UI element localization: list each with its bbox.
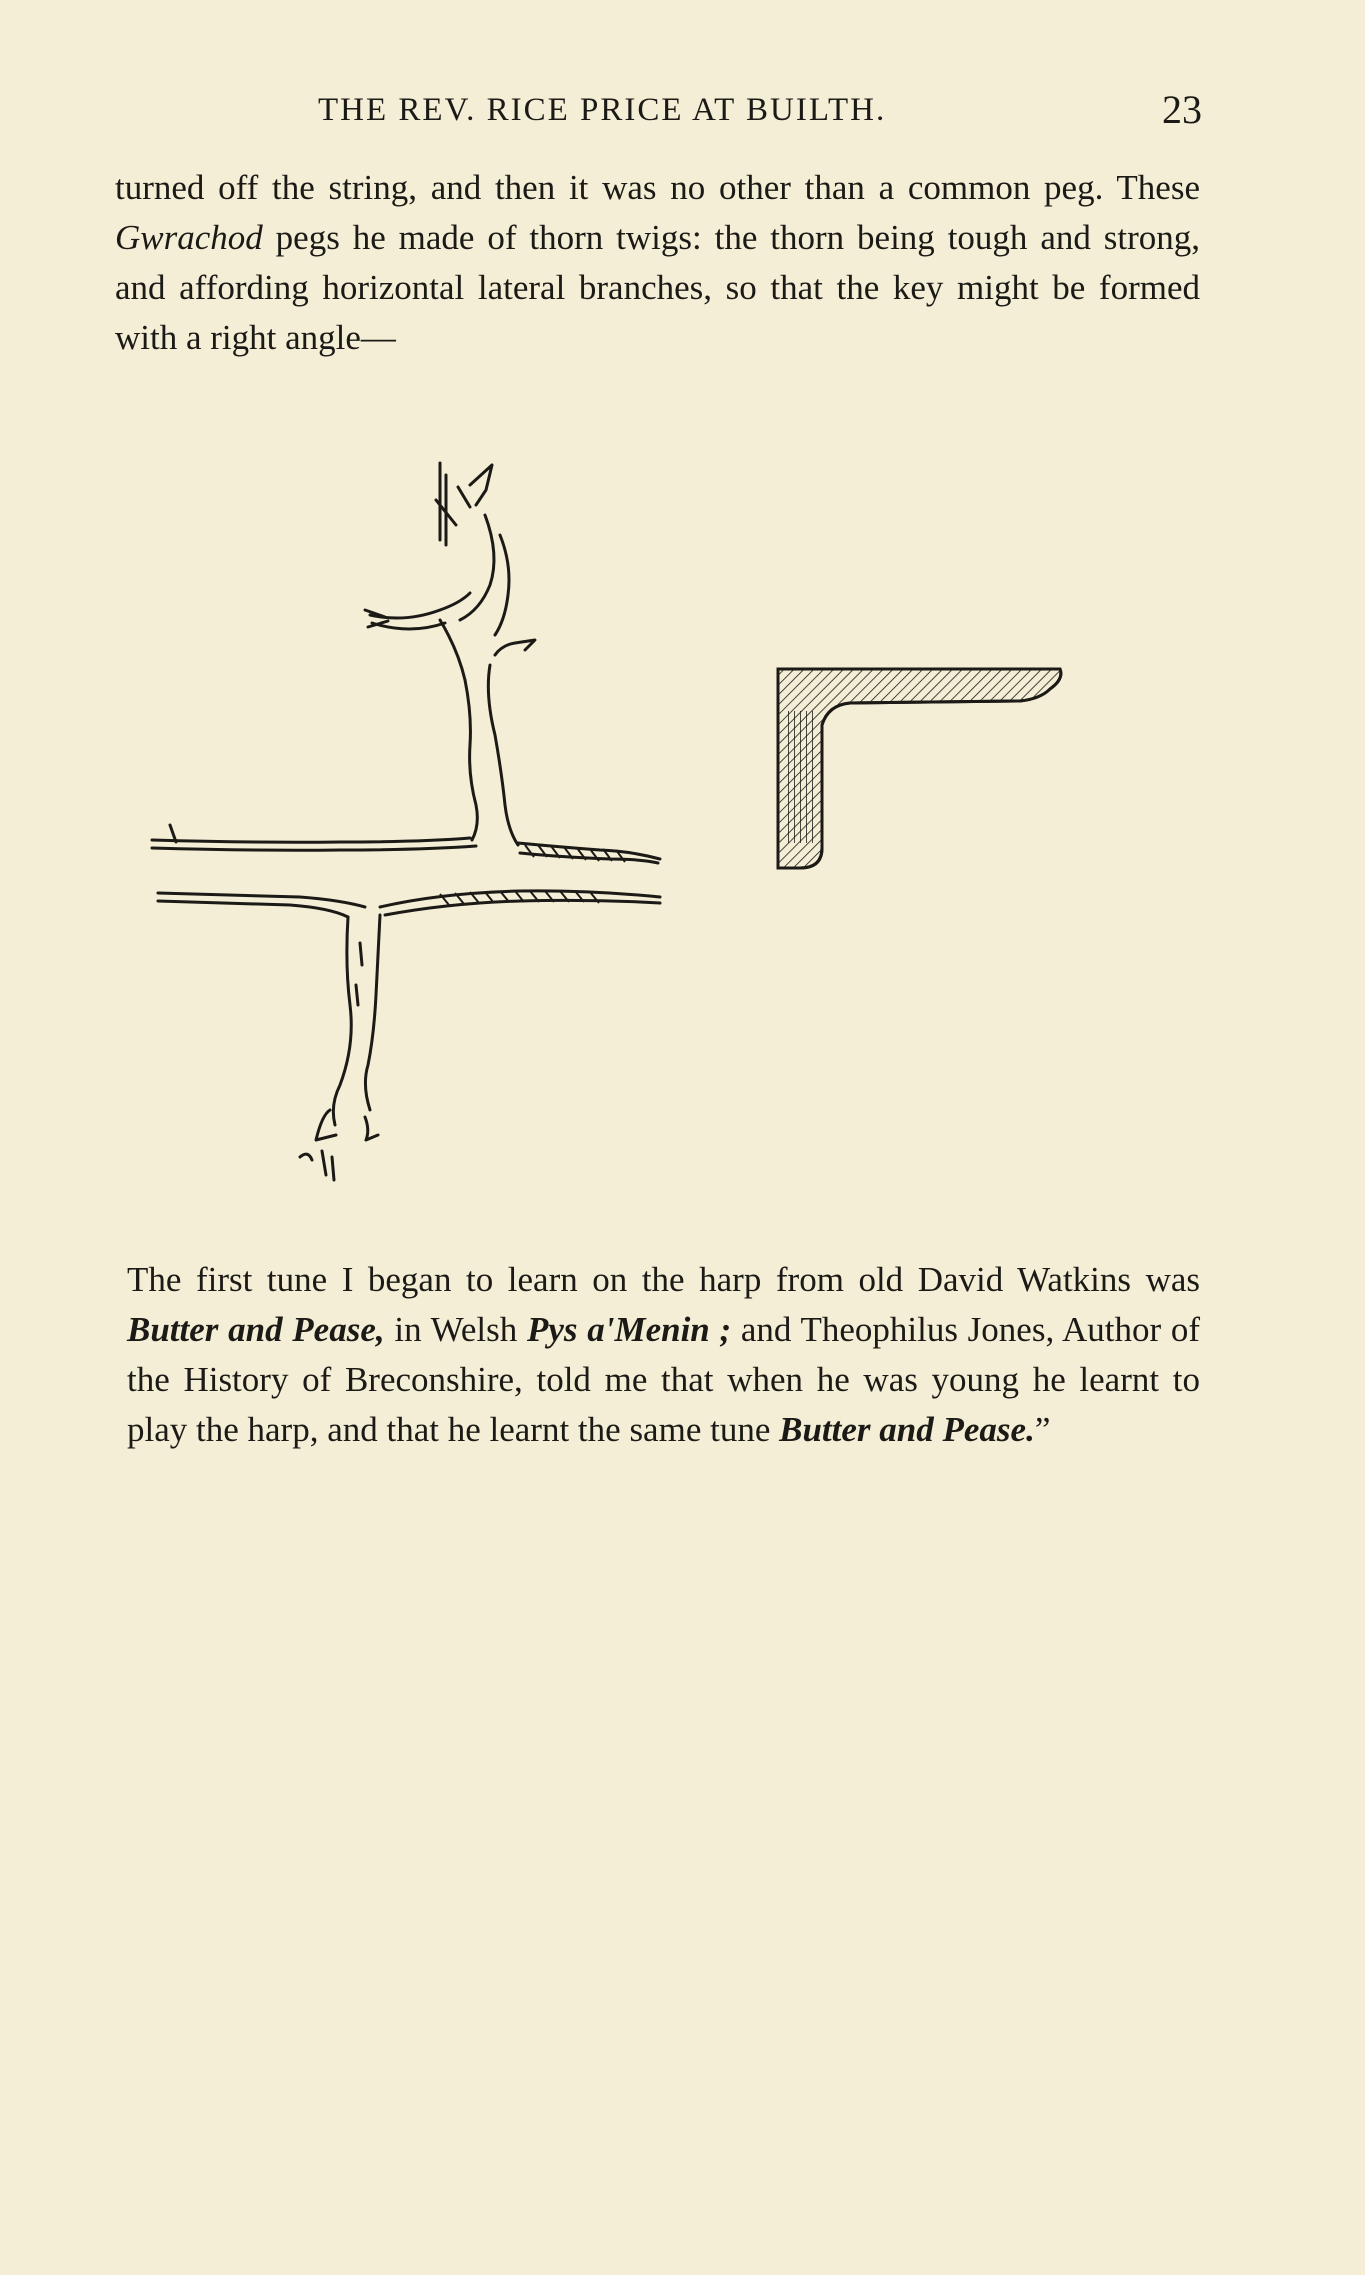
welsh-term-gwrachod: Gwrachod [115,218,263,257]
paragraph-text: and Theophilus Jones, Author of the History of Breconshire, told me that when he was young he learnt to play the harp, and that he learnt the same tune [127,1310,1200,1449]
paragraph-text: in Welsh [384,1310,527,1349]
paragraph-text: The first tune I began to learn on the harp from old David Watkins was [127,1260,1200,1299]
page-number: 23 [1162,87,1202,132]
thorn-twig-peg-illustration [140,445,680,1195]
welsh-tune-title: Pys a'Menin ; [526,1310,732,1349]
right-angle-key-diagram [770,663,1070,873]
paragraph-butter-and-pease [127,1255,1200,1455]
tune-title: Butter and Pease. [779,1410,1035,1449]
closing-quote: ” [1034,1410,1051,1449]
figure-group [140,445,1100,1205]
running-header: THE REV. RICE PRICE AT BUILTH. [318,92,887,128]
tune-title: Butter and Pease, [127,1310,385,1349]
paragraph-text: turned off the string, and then it was no other than a common peg. These [115,168,1200,207]
paragraph-thorn-pegs [115,163,1200,363]
paragraph-text: pegs he made of thorn twigs: the thorn being tough and strong, and affording horizontal lateral branches, so that the key might be formed with a right angle— [115,218,1200,357]
